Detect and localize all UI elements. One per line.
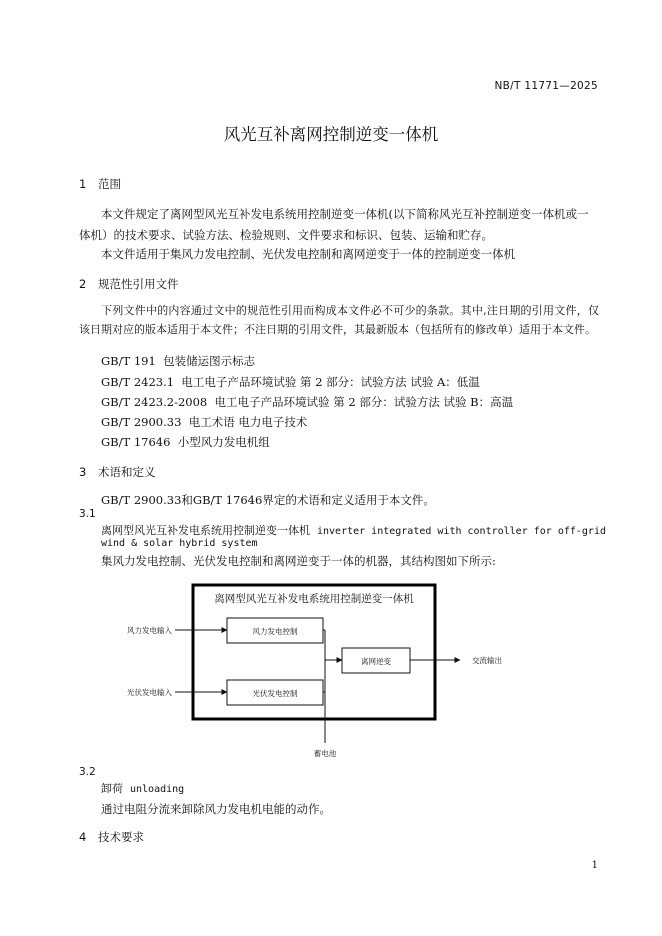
section-number: 3	[79, 465, 87, 479]
document-title: 风光互补离网控制逆变一体机	[223, 125, 439, 144]
term-title	[101, 780, 184, 796]
scope-para1-line2: 体机）的技术要求、试验方法、检验规则、文件要求和标识、包装、运输和贮存。	[79, 228, 493, 242]
normative-intro: 下列文件中的内容通过文中的规范性引用而构成本文件必不可少的条款。其中,注日期的引用文件，仅该日期对应的版本适用于本文件；不注日期的引用文件，其最新版本（包括所有的修改单）适用于本文件。	[79, 304, 599, 336]
pv-input-label: 光伏发电输入	[127, 688, 172, 697]
section-title: 范围	[98, 177, 121, 191]
reference-code: GB/T 2423.2-2008	[101, 395, 208, 409]
reference-name: 电工电子产品环境试验 第 2 部分：试验方法 试验 A：低温	[181, 375, 480, 389]
page-number: 1	[591, 860, 598, 871]
reference-item	[101, 394, 513, 410]
reference-name: 电工术语 电力电子技术	[188, 415, 308, 429]
reference-name: 小型风力发电机组	[177, 435, 270, 449]
section-title: 技术要求	[98, 830, 144, 844]
section-1-heading	[79, 176, 121, 192]
section-number: 2	[79, 277, 87, 291]
reference-code: GB/T 191	[101, 354, 156, 368]
wind-input-label: 风力发电输入	[127, 626, 172, 635]
terms-intro: GB/T 2900.33和GB/T 17646界定的术语和定义适用于本文件。	[101, 493, 435, 507]
ac-output-label: 交流输出	[472, 656, 502, 665]
reference-code: GB/T 2900.33	[101, 415, 182, 429]
term-en: unloading	[130, 784, 185, 795]
wind-control-label: 风力发电控制	[252, 627, 298, 636]
diagram-box-title: 离网型风光互补发电系统用控制逆变一体机	[214, 593, 414, 605]
term-definition: 集风力发电控制、光伏发电控制和离网逆变于一体的机器，其结构图如下所示:	[101, 554, 496, 568]
reference-item	[101, 353, 255, 369]
inverter-label: 离网逆变	[361, 657, 391, 666]
scope-para2: 本文件适用于集风力发电控制、光伏发电控制和离网逆变于一体的控制逆变一体机	[101, 247, 515, 261]
reference-code: GB/T 17646	[101, 435, 171, 449]
reference-item	[101, 414, 307, 430]
standard-number: NB/T 11771—2025	[494, 80, 598, 92]
term-zh: 离网型风光互补发电系统用控制逆变一体机	[101, 524, 310, 537]
term-title	[101, 522, 606, 538]
section-number: 4	[79, 830, 87, 844]
term-number: 3.1	[79, 508, 96, 520]
term-definition: 通过电阻分流来卸除风力发电机电能的动作。	[101, 802, 331, 816]
reference-item	[101, 374, 480, 390]
term-zh: 卸荷	[101, 782, 123, 795]
term-number: 3.2	[79, 766, 96, 778]
battery-label: 蓄电池	[313, 749, 337, 758]
term-en: inverter integrated with controller for off-grid	[317, 526, 606, 537]
section-2-heading	[79, 276, 179, 292]
section-4-heading	[79, 829, 144, 845]
term-en-continued: wind & solar hybrid system	[101, 538, 258, 549]
structure-diagram	[115, 578, 535, 763]
reference-name: 包装储运图示标志	[163, 354, 256, 368]
scope-para1-line1: 本文件规定了离网型风光互补发电系统用控制逆变一体机(以下简称风光互补控制逆变一体机或一	[101, 207, 589, 221]
section-number: 1	[79, 177, 87, 191]
reference-name: 电工电子产品环境试验 第 2 部分：试验方法 试验 B：高温	[214, 395, 514, 409]
section-title: 术语和定义	[98, 465, 156, 479]
section-3-heading	[79, 464, 156, 480]
section-title: 规范性引用文件	[98, 277, 179, 291]
reference-code: GB/T 2423.1	[101, 375, 175, 389]
pv-control-label: 光伏发电控制	[252, 689, 298, 698]
reference-item	[101, 434, 270, 450]
